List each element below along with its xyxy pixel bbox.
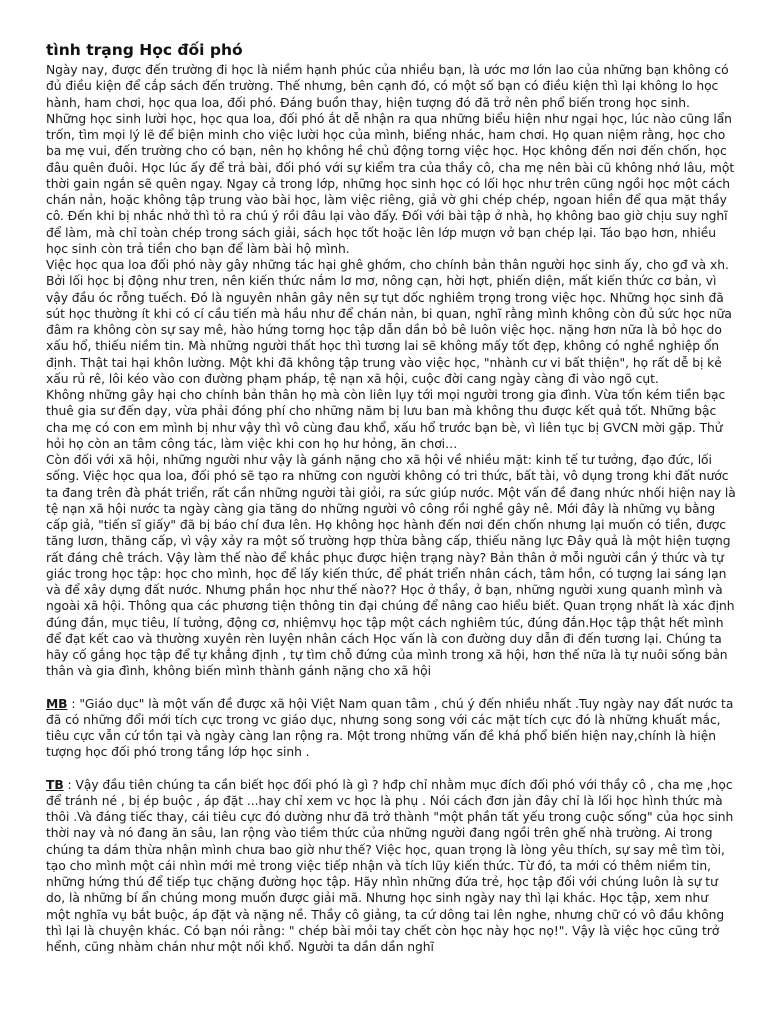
- mb-label: MB: [46, 696, 68, 711]
- mb-text: : "Giáo dục" là một vấn đề được xã hội Việt Nam quan tâm , chú ý đến nhiều nhất .Tuy ngày nay đất nước ta đã có những đổi mới tích cực trong vc giáo dục, nhưng song song với các mặt tích cực đó là những khuất mắc, tiêu cực vẫn cứ tồn tại và ngày càng lan rộng ra. Một trong những vấn đề khá phổ biến hiện nay,chính là hiện tượng học đối phó trong tầng lớp học sinh .: [46, 696, 734, 760]
- mb-section: [46, 696, 736, 761]
- document-page: [46, 40, 736, 955]
- tb-section: [46, 777, 736, 956]
- paragraph-intro: Ngày nay, được đến trường đi học là niềm hạnh phúc của nhiều bạn, là ước mơ lớn lao của những bạn không có đủ điều kiện để cắp sách đến trường. Thế nhưng, bên cạnh đó, có một số bạn có điều kiện thì lại không lo học hành, ham chơi, học qua loa, đối phó. Đáng buồn thay, hiện tượng đó đã trở nên phổ biến trong học sinh.: [46, 63, 729, 110]
- paragraph-harms-self: Việc học qua loa đối phó này gây những tác hại ghê ghớm, cho chính bản thân người học sinh ấy, cho gđ và xh. Bởi lối học bị động như tren, nên kiến thức nắm lơ mơ, nông cạn, hời hợt, phiến diện, mất kiến thức cơ bản, vì vậy đầu óc rỗng tuếch. Đó là nguyên nhân gây nên sự tụt dốc nghiêm trọng trong việc học. Những học sinh đã sút học thường ít khi có cí cầu tiến mà hầu như để chán nản, bi quan, nghĩ rằng mình không còn đủ sức học nữa đâm ra không còn sự say mê, hào hứng torng học tập dẫn dần bỏ bê luôn việc học. nặng hơn nữa là bỏ học do xấu hổ, thiếu niềm tin. Mà những người thất học thì tương lai sẽ không mấy tốt đẹp, không có nghề nghiệp ổn định. Thật tai hại khôn lường. Một khi đã không tập trung vào việc học, "nhành cư vi bất thiện", họ rất dễ bị kẻ xấu rủ rê, lôi kéo vào con đường phạm pháp, tệ nạn xã hội, cuộc đời cang ngày càng đi vào ngõ cụt.: [46, 258, 732, 386]
- document-title: tình trạng Học đối phó: [46, 41, 243, 59]
- tb-label: TB: [46, 777, 64, 792]
- tb-text: : Vậy đầu tiên chúng ta cần biết học đối phó là gì ? hđp chỉ nhằm mục đích đối phó với thầy cô , cha mẹ ,học để tránh né , bị ép buộc , áp đặt ...hay chỉ xem vc học là phụ . Nói cách đơn jản đây chỉ là lối học hình thức mà thôi .Và đáng tiếc thay, cái tiêu cực đó dường như đã trở thành "một phần tất yếu trong cuộc sống" của học sinh thời nay và nó đang ăn sâu, lan rộng vào tiềm thức của những người đang ngồi trên ghế nhà trường. Ai trong chúng ta dám thừa nhận mình chưa bao giờ như thế? Việc học, quan trọng là lòng yêu thích, sự say mê tìm tòi, tạo cho mình một cái nhìn mới mẻ trong việc tiếp nhận và tích lũy kiến thức. Từ đó, ta mới có thêm niềm tin, những hứng thú để tiếp tục chặng đường học tập. Hãy nhìn những đứa trẻ, học tập đối với chúng luôn là sự tư do, là những bí ẩn chúng mong muốn được giải mã. Nhưng học sinh ngày nay thì lại khác. Học tập, xem như một nghĩa vụ bắt buộc, áp đặt và nặng nề. Thầy cô giảng, ta cứ dông tai lên nghe, nhưng chữ có vô đầu không thì lại là chuyện khác. Có bạn nói rằng: " chép bài mỏi tay chết còn học này học nọ!". Vậy là việc học cũng trở hểnh, cũng nhàm chán như một nối khổ. Người ta dần dần nghĩ: [46, 777, 734, 954]
- paragraph-harms-family: Không những gây hại cho chính bản thân họ mà còn liên lụy tới mọi người trong gia đình. Vừa tốn kém tiền bạc thuê gia sư đến dạy, vừa phải đóng phí cho những năm bị lưu ban mà không thu được kết quả tốt. Những bậc cha mẹ có con em mình bị như vậy thì vô cùng đau khổ, xấu hổ trước bạn bè, vì liên tục bị GVCN mời gặp. Thử hỏi họ còn an tâm công tác, làm việc khi con họ hư hỏng, ăn chơi…: [46, 388, 726, 451]
- section-gap: [46, 680, 736, 696]
- paragraph-harms-society: Còn đối với xã hội, những người như vậy là gánh nặng cho xã hội về nhiều mặt: kinh tế tư tưởng, đạo đức, lối sống. Việc học qua loa, đối phó sẽ tạo ra những con người không có tri thức, bất tài, vô dụng trong khi đất nước ta đang trên đà phát triển, rất cần những người tài giỏi, ra sức giúp nước. Một vấn đề đang nhức nhối hiện nay là tệ nạn xã hội nước ta ngày càng gia tăng do những người vô công rồi nghề gây nê. Mới đây là những vụ bằng cấp giả, "tiến sĩ giấy" đã bị báo chí đưa lên. Họ không học hành đến nơi đến chốn nhưng lại muốn có tiền, được tăng lươn, thăng cấp, vì vậy xảy ra một số trường hợp thừa bằng cấp, thiếu năng lực Đây quả là một hiện tượng rất đáng chê trách. Vậy làm thế nào để khắc phục được hiện trạng này? Bản thân ở mỗi người cần ý thức và tự giác trong học tập: học cho mình, học để lấy kiến thức, để phát triển nhân cách, tâm hồn, có tượng lai sáng lạn và để xây dựng đất nước. Nhưng phần học như thế nào?? Học ở thầy, ở bạn, những người xung quanh mình và ngoài xã hội. Thông qua các phương tiện thông tin đại chúng để nâng cao hiểu biết. Quan trọng nhất là xác định đúng đắn, mục tiêu, lí tưởng, động cơ, nhiệmvụ học tập một cách nghiêm túc, đúng đắn.Học tập thật hết mình để đạt kết cao và thường xuyên rèn luyện nhân cách Học vấn là con đường duy dẫn đi đến tương lại. Chúng ta hãy cố gắng học tập để tự khẳng định , tự tìm chỗ đứng của mình trong xã hội, hơn thế nữa là tự nuôi sống bản thân và gia đình, không biến mình thành gánh nặng cho xã hội: [46, 453, 736, 679]
- paragraph-signs: Những học sinh lười học, học qua loa, đối phó ắt dễ nhận ra qua những biểu hiện như ngại học, lúc nào cũng lẩn trốn, tìm mọi lý lẽ để biện minh cho việc lười học của mình, biếng nhác, ham chơi. Họ quan niệm rằng, học cho ba mẹ vui, đến trường cho có bạn, nên họ không hề chủ động torng việc học. Học không đến nơi đến chốn, học đâu quên đuôi. Học lúc ấy để trả bài, đối phó với sự kiểm tra của thầy cô, cha mẹ nên bài cũ không nhớ lâu, một thời gain ngắn sẽ quên ngay. Ngay cả trong lớp, những học sinh học có lối học như trên cũng ngồi học một cách chán nản, hoặc không tập trung vào bài học, làm việc riêng, giả vờ ghi chép chép, ngoan hiền để qua mặt thầy cô. Đến khi bị nhắc nhở thì tỏ ra chú ý rồi đâu lại vào đấy. Đối với bài tập ở nhà, họ không bao giờ chịu suy nghĩ để làm, mà chỉ toàn chép trong sách giải, sách học tốt hoặc lên lớp mượn vở bạn chép lại. Táo bạo hơn, nhiều học sinh còn trả tiền cho bạn để làm bài hộ mình.: [46, 111, 735, 256]
- section-gap: [46, 761, 736, 777]
